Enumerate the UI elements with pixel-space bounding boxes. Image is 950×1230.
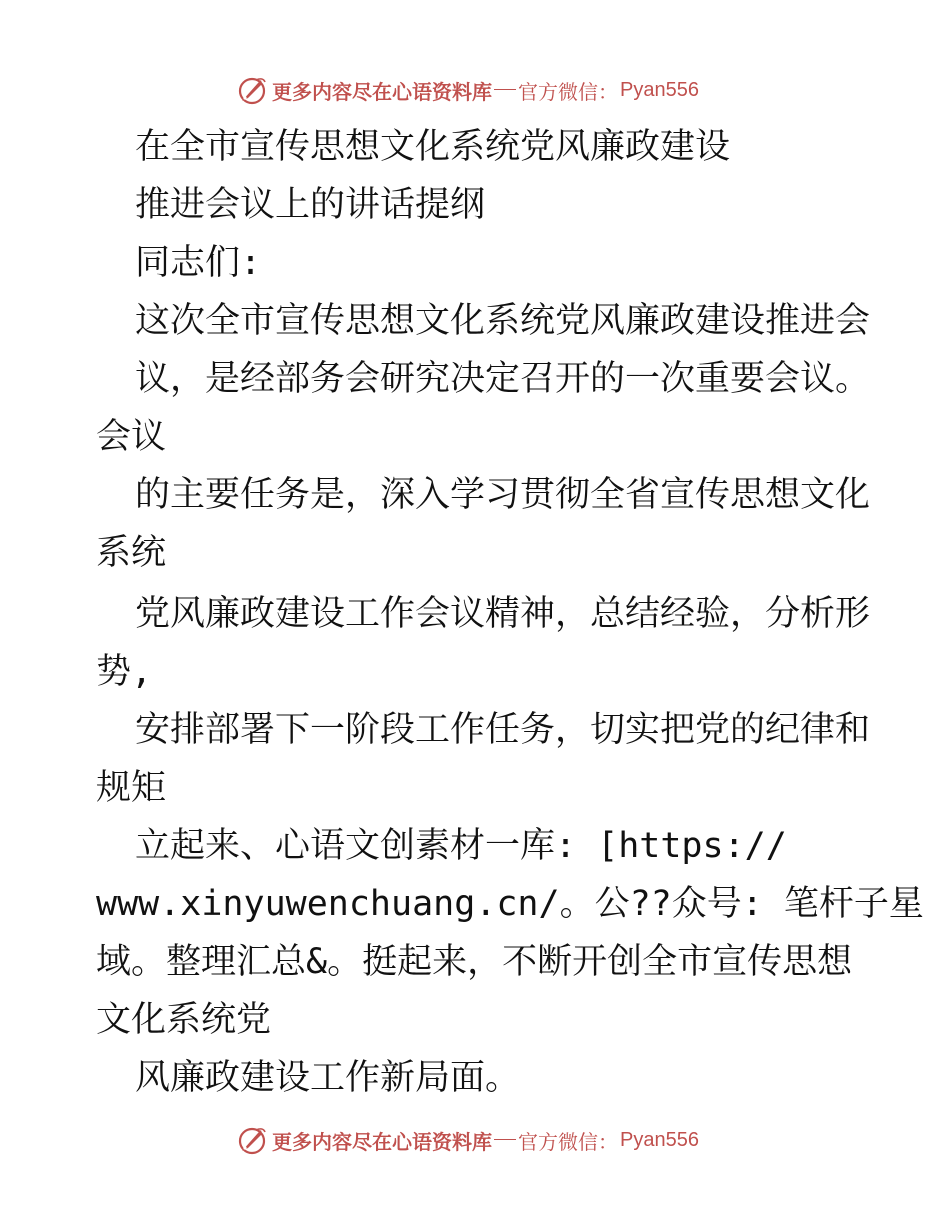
footer-banner [0, 1120, 950, 1160]
paragraph-line: 这次全市宣传思想文化系统党风廉政建设推进会 [135, 301, 871, 341]
header-banner-wechat-id: Pyan556 [620, 78, 699, 101]
title-line-2: 推进会议上的讲话提纲 [135, 185, 486, 225]
paragraph-line: 安排部署下一阶段工作任务，切实把党的纪律和 [135, 710, 871, 750]
paragraph-line: 的主要任务是，深入学习贯彻全省宣传思想文化 [135, 475, 871, 515]
quill-circle-icon [236, 1124, 268, 1156]
quill-circle-icon [236, 74, 268, 106]
paragraph-line: 议，是经部务会研究决定召开的一次重要会议。 [135, 359, 871, 399]
header-banner-content [236, 70, 699, 110]
footer-banner-official-label: 官方微信： [518, 1129, 618, 1154]
paragraph-line: 域。整理汇总&。挺起来，不断开创全市宣传思想 [96, 942, 853, 982]
header-banner-official-label: 官方微信： [518, 79, 618, 104]
salutation-line: 同志们: [135, 243, 262, 283]
paragraph-line: www.xinyuwenchuang.cn/。公??众号: 笔杆子星 [96, 884, 924, 924]
paragraph-line: 风廉政建设工作新局面。 [135, 1058, 521, 1098]
paragraph-line: 立起来、心语文创素材一库: [https:// [135, 826, 787, 866]
paragraph-line: 文化系统党 [96, 1000, 272, 1040]
footer-banner-text: 更多内容尽在心语资料库 [272, 1129, 492, 1154]
header-banner-text: 更多内容尽在心语资料库 [272, 79, 492, 104]
title-line-1: 在全市宣传思想文化系统党风廉政建设 [135, 127, 731, 167]
footer-banner-content [236, 1120, 699, 1160]
footer-banner-dash [494, 1139, 516, 1140]
paragraph-line: 规矩 [96, 768, 167, 808]
paragraph-line: 党风廉政建设工作会议精神，总结经验，分析形 [135, 594, 871, 634]
paragraph-line: 系统 [96, 533, 167, 573]
header-banner [0, 70, 950, 110]
header-banner-dash [494, 89, 516, 90]
footer-banner-wechat-id: Pyan556 [620, 1128, 699, 1151]
paragraph-line: 势, [96, 652, 153, 692]
paragraph-line: 会议 [96, 417, 167, 457]
